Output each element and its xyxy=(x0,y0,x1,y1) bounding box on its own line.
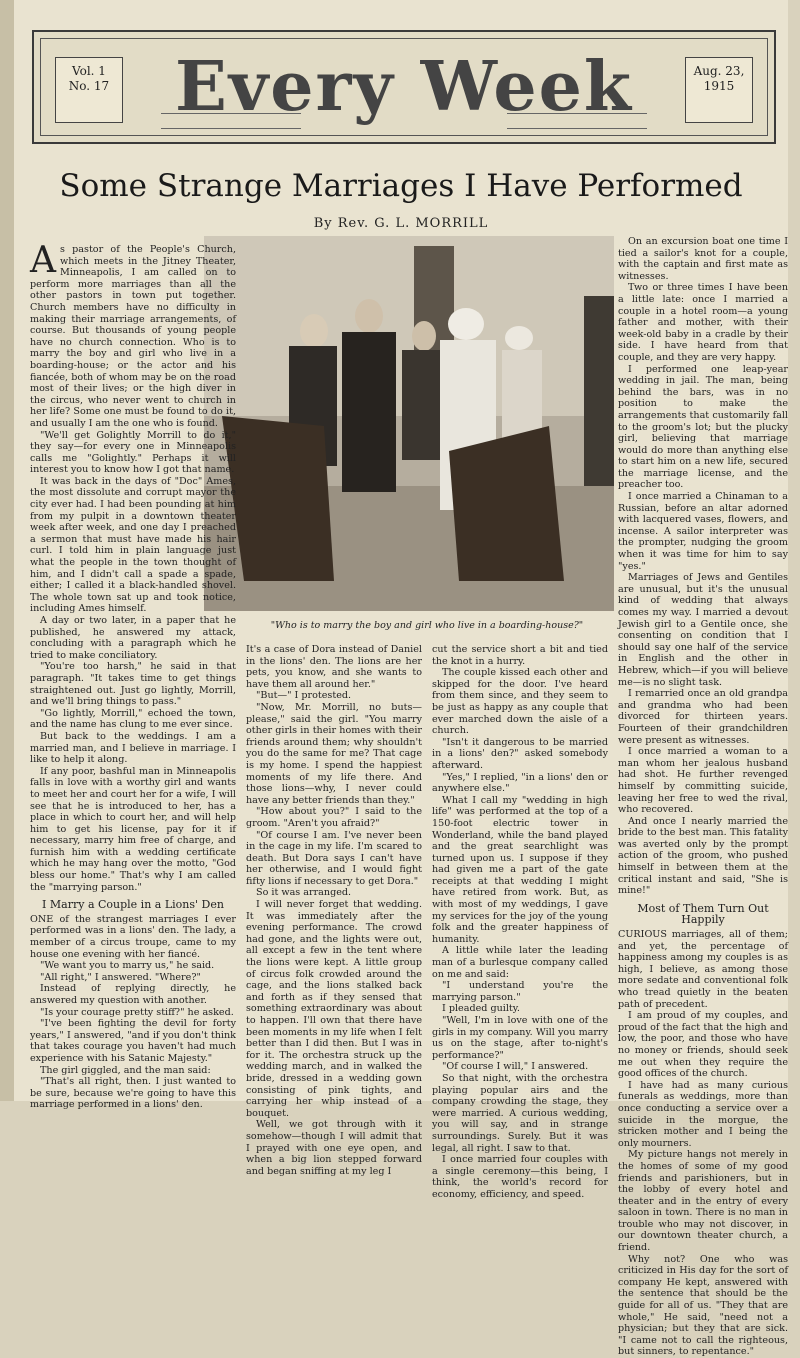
paragraph: "Now, Mr. Morrill, no buts—please," said the girl. "You marry other girls in their homes with their friends around them; why shouldn't you do the same for me? That cage is my home. I spend the happiest moments of my life there. And those lions—why, I never could have any better friends than they." xyxy=(246,701,422,806)
column-1 xyxy=(30,240,236,1111)
paragraph: I once married a Chinaman to a Russian, before an altar adorned with lacquered vases, flowers, and incense. A sailor interpreter was the prompter, nudging the groom when it was time for him to say "yes." xyxy=(618,491,788,572)
paragraph: Two or three times I have been a little late: once I married a couple in a hotel room—a young father and mother, with their week-old baby in a cradle by their side. I have heard from that couple, and they are very happy. xyxy=(618,282,788,363)
paragraph: "We want you to marry us," he said. xyxy=(40,960,215,972)
paragraph: Why not? One who was criticized in His day for the sort of company He kept, answered with the sentence that should be the guide for all of us. "They that are whole," He said, "need not a physician; but they that are sick. "I came not to call the righteous, but sinners, to repentance." xyxy=(618,1253,788,1358)
column-2 xyxy=(246,644,422,1177)
section-heading: I Marry a Couple in a Lions' Den xyxy=(42,898,224,912)
paragraph: "All right," I answered. "Where?" xyxy=(40,971,201,983)
paragraph: So that night, with the orchestra playing popular airs and the company crowding the stage, they were married. A curious wedding, you will say, and in strange surroundings. Surely. But it was legal, all right. I saw to that. xyxy=(432,1072,608,1154)
paragraph: I have had as many curious funerals as weddings, more than once conducting a service over a suicide in the morgue, the stricken mother and I being the only mourners. xyxy=(618,1079,788,1149)
paragraph: Instead of replying directly, he answered my question with another. xyxy=(30,983,236,1006)
paragraph: I remarried once an old grandpa and grandma who had been divorced for thirteen years. Fourteen of their grandchildren were present as witnesses. xyxy=(618,688,788,746)
paragraph: "That's all right, then. I just wanted to be sure, because we're going to have this marriage performed in a lions' den. xyxy=(30,1076,236,1111)
paragraph: I will never forget that wedding. It was immediately after the evening performance. The crowd had gone, and the lights were out, all except a few in the tent where the lions were kept. A little group of circus folk crowded around the cage, and the lions stalked back and forth as if they sensed that something extraordinary was about to happen. I'll own that there have been moments in my life when I felt better than I did then. But I was in for it. The orchestra struck up the wedding march, and in walked the bride, dressed in a wedding gown consisting of pink tights, and carrying her whip instead of a bouquet. xyxy=(246,899,422,1119)
paragraph: The girl giggled, and the man said: xyxy=(40,1064,211,1076)
paragraph: I once married a woman to a man whom her jealous husband had shot. He further revenged himself by committing suicide, leaving her free to wed the rival, who recovered. xyxy=(618,746,788,816)
paragraph: "We'll get Golightly Morrill to do it," they say—for every one in Minneapolis calls me "Golightly." Perhaps it will interest you to know how I got that name. xyxy=(30,429,236,476)
paragraph: "Isn't it dangerous to be married in a lions' den?" asked somebody afterward. xyxy=(432,736,608,771)
section-heading: Most of Them Turn Out Happily xyxy=(637,901,769,927)
paragraph: On an excursion boat one time I tied a sailor's knot for a couple, with the captain and first mate as witnesses. xyxy=(618,236,788,282)
paragraph: If any poor, bashful man in Minneapolis falls in love with a worthy girl and wants to meet her and court her for a wife, I will see that he is introduced to her, has a place in which to court her, and will help him to get his license, pay for it if necessary, marry him free of charge, and furnish him with a wedding certificate which he may hang over the motto, "God bless our home." That's why I am called the "marrying parson." xyxy=(30,765,236,893)
paragraph: So it was arranged. xyxy=(256,887,352,899)
magazine-title: Every Week xyxy=(174,47,634,127)
wedding-photo-illustration xyxy=(204,236,614,611)
paragraph: cut the service short a bit and tied the knot in a hurry. xyxy=(432,644,608,667)
paragraph: But back to the weddings. I am a married man, and I believe in marriage. I like to help it along. xyxy=(30,730,236,766)
paragraph-text: s pastor of the People's Church, which meets in the Jitney Theater, Minneapolis, I am called on to perform more marriages than all the other pastors in town put together. Church members have no difficulty in making their marriage arrangements, of course. But thousands of young people have no church connection. Who is to marry the boy and girl who live in a boarding-house; or the actor and his fiancée, both of whom may be on the road most of their lives; or the high diver in the circus, who never went to church in her life? Some one must be found to do it, and usually I am the one who is found. xyxy=(30,244,236,429)
paragraph: "You're too harsh," he said in that paragraph. "It takes time to get things straightened out. Just go lightly, Morrill, and we'll bring things to pass." xyxy=(30,661,236,708)
year-label: 1915 xyxy=(703,79,735,93)
paragraph: My picture hangs not merely in the homes of some of my good friends and parishioners, but in the lobby of every hotel and theater and in the entry of every saloon in town. There is no man in trouble who may not discover, in our downtown theater church, a friend. xyxy=(618,1149,788,1254)
paragraph: "Yes," I replied, "in a lions' den or anywhere else." xyxy=(432,771,608,795)
scroll-ornament-right xyxy=(507,113,647,129)
paragraph xyxy=(30,240,236,430)
article-headline: Some Strange Marriages I Have Performed xyxy=(59,168,743,204)
paragraph: It was back in the days of "Doc" Ames, the most dissolute and corrupt mayor the city ever had. I had been pounding at him from my pulpit in a downtown theater week after week, and one day I preached a sermon that must have made his hair curl. I told him in plain language just what the people in the town thought of him, and I didn't call a spade a spade, either; I called it a black-handled shovel. The whole town sat up and took notice, including Ames himself. xyxy=(30,475,236,615)
paragraph: "I've been fighting the devil for forty years," I answered, "and if you don't think that takes courage you haven't had much experience with his Satanic Majesty." xyxy=(30,1018,236,1064)
article-byline: By Rev. G. L. MORRILL xyxy=(313,216,489,231)
paragraph: "Of course I am. I've never been in the cage in my life. I'm scared to death. But Dora says I can't have her otherwise, and I would fight fifty lions if necessary to get Dora." xyxy=(246,829,422,887)
paragraph: CURIOUS marriages, all of them; and yet, the percentage of happiness among my couples is as high, I believe, as among those more sedate and conventional folk who tread quietly in the beaten path of precedent. xyxy=(618,929,788,1010)
paragraph: What I call my "wedding in high life" was performed at the top of a 150-foot electric tower in Wonderland, while the band played and the great searchlight was turned upon us. I suppose if they had given me a part of the gate receipts at that wedding I might have retired from work. But, as with most of my weddings, I gave my services for the joy of the young folk and the greater happiness of humanity. xyxy=(432,794,608,945)
paragraph: I am proud of my couples, and proud of the fact that the high and low, the poor, and those who have no money or friends, should seek me out when they require the good offices of the church. xyxy=(618,1010,788,1080)
paragraph: Well, we got through with it somehow—though I will admit that I prayed with one eye open, and when a big lion stepped forward and began sniffing at my leg I xyxy=(246,1119,422,1177)
date-box xyxy=(685,57,753,123)
volume-label: Vol. 1 xyxy=(72,64,106,78)
masthead-border xyxy=(40,38,768,136)
paragraph: I once married four couples with a single ceremony—this being, I think, the world's record for economy, efficiency, and speed. xyxy=(432,1154,608,1200)
paragraph: A little while later the leading man of a burlesque company called on me and said: xyxy=(432,945,608,980)
paragraph: The couple kissed each other and skipped for the door. I've heard from them since, and they seem to be just as happy as any couple that ever marched down the aisle of a church. xyxy=(432,667,608,737)
paragraph: I performed one leap-year wedding in jail. The man, being behind the bars, was in no position to make the arrangements that customarily fall to the groom's lot; but the plucky girl, believing that marriage would do more than anything else to start him on a new life, secured the marriage license, and the preacher too. xyxy=(618,363,788,491)
paragraph: "Is your courage pretty stiff?" he asked. xyxy=(40,1006,234,1018)
paragraph: "Go lightly, Morrill," echoed the town, and the name has clung to me ever since. xyxy=(30,707,236,731)
drop-cap: A xyxy=(30,240,56,281)
paragraph: ONE of the strangest marriages I ever performed was in a lions' den. The lady, a member of a circus troupe, came to my house one evening with her fiancé. xyxy=(30,913,236,960)
paragraph: A day or two later, in a paper that he published, he answered my attack, concluding with a paragraph which he tried to make conciliatory. xyxy=(30,615,236,661)
masthead xyxy=(32,30,776,144)
paragraph: Marriages of Jews and Gentiles are unusual, but it's the unusual kind of wedding that always comes my way. I married a devout Jewish girl to a Gentile once, she consenting on condition that I should say one half of the service in English and the other in Hebrew, which—if you will believe me—is no slight task. xyxy=(618,572,788,688)
wedding-photograph xyxy=(204,236,614,611)
photo-caption: "Who is to marry the boy and girl who live in a boarding-house?" xyxy=(270,620,584,631)
paragraph: "I understand you're the marrying parson." xyxy=(432,980,608,1003)
date-label: Aug. 23, xyxy=(693,64,745,78)
column-4 xyxy=(618,236,788,1358)
column-3 xyxy=(432,644,608,1201)
paragraph: "But—" I protested. xyxy=(256,690,352,702)
scroll-ornament-left xyxy=(161,113,301,129)
paragraph: I pleaded guilty. xyxy=(442,1003,520,1015)
magazine-page xyxy=(14,0,788,1358)
paragraph: It's a case of Dora instead of Daniel in the lions' den. The lions are her pets, you know, and she wants to have them all around her." xyxy=(246,644,422,690)
paragraph: "Of course I will," I answered. xyxy=(442,1061,589,1073)
paragraph: And once I nearly married the bride to the best man. This fatality was averted only by the prompt action of the groom, who pushed himself in between them at the critical instant and said, "She is mine!" xyxy=(618,815,788,897)
paragraph: "Well, I'm in love with one of the girls in my company. Will you marry us on the stage, after to-night's performance?" xyxy=(432,1015,608,1061)
issue-label: No. 17 xyxy=(68,79,110,93)
binding-edge xyxy=(0,0,14,1101)
paragraph: "How about you?" I said to the groom. "Aren't you afraid?" xyxy=(246,806,422,829)
